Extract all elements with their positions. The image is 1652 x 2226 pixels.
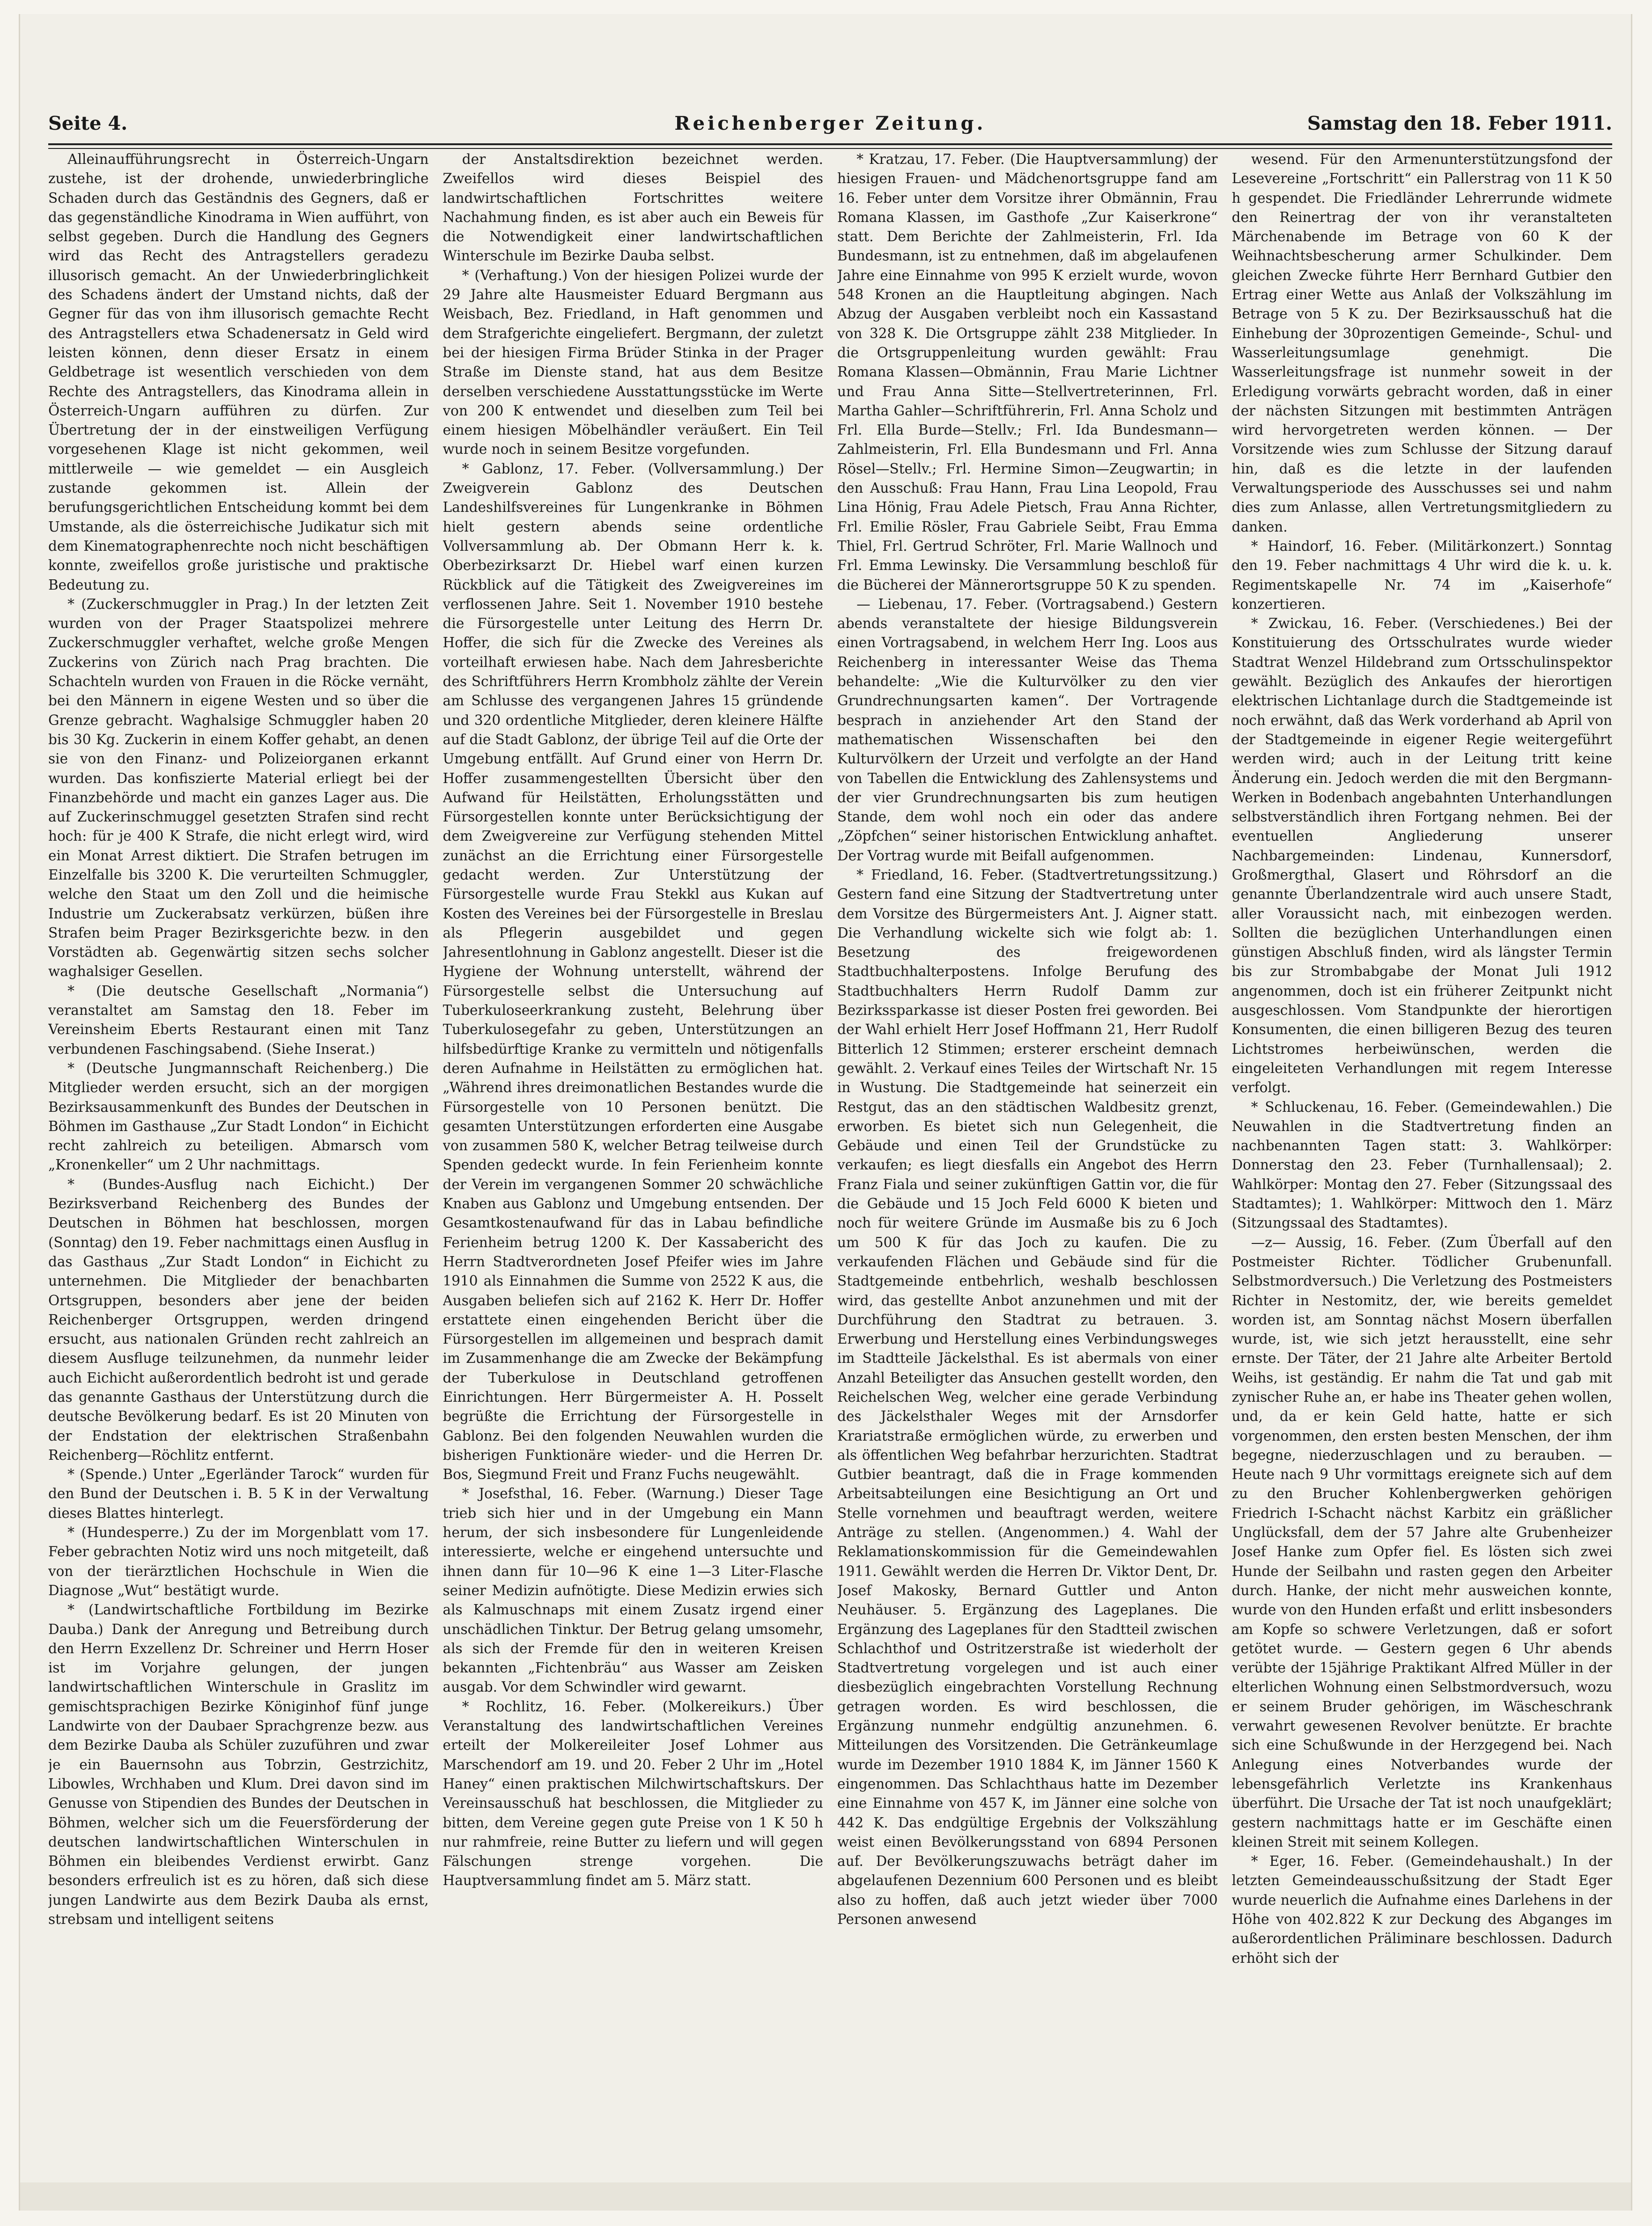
article-paragraph: * (Hundesperre.) Zu der im Morgenblatt vom 17. Feber gebrachten Notiz wird uns noch mitgeteilt, daß von der tierärztlichen Hochschule in Wien die Diagnose „Wut“ bestätigt wurde.: [48, 1524, 429, 1598]
article-paragraph: * (Verhaftung.) Von der hiesigen Polizei wurde der 29 Jahre alte Hausmeister Eduard Bergmann aus Weisbach, Bez. Friedland, in Haft genommen und dem Strafgerichte eingeliefert. Bergmann, der zuletzt bei der hiesigen Firma Brüder Stinka in der Prager Straße im Dienste stand, hat aus dem Besitze derselben verschiedene Ausstattungsstücke im Werte von 200 K entwendet und dieselben zum Teil bei einem hiesigen Möbelhändler veräußert. Ein Teil wurde noch in seinem Besitze vorgefunden.: [442, 267, 823, 458]
article-paragraph: * (Zuckerschmuggler in Prag.) In der letzten Zeit wurden von der Prager Staatspolizei mehrere Zuckerschmuggler verhaftet, welche große Mengen Zuckerins von Zürich nach Prag brachten. Die Schachteln wurden von Frauen in die Röcke vernäht, bei den Männern in eigene Westen und so über die Grenze gebracht. Waghalsige Schmuggler haben 20 bis 30 Kg. Zuckerin in einem Koffer gehabt, an denen sie von den Finanz- und Polizeiorganen erkannt wurden. Das konfiszierte Material erliegt bei der Finanzbehörde und macht ein ganzes Lager aus. Die auf Zuckerinschmuggel gesetzten Strafen sind recht hoch: für je 400 K Strafe, die nicht erlegt wird, wird ein Monat Arrest diktiert. Die Strafen betrugen im Einzelfalle bis 3200 K. Die verurteilten Schmuggler, welche den Staat um den Zoll und die heimische Industrie um Zuckerabsatz verkürzen, büßen ihre Strafen beim Prager Bezirksgerichte bezw. in den Vorstädten ab. Gegenwärtig sitzen sechs solcher waghalsiger Gesellen.: [48, 596, 429, 980]
issue-date: Samstag den 18. Feber 1911.: [1307, 112, 1612, 134]
article-paragraph: * Zwickau, 16. Feber. (Verschiedenes.) Bei der Konstituierung des Ortsschulrates wurde wieder Stadtrat Wenzel Hildebrand zum Ortsschulinspektor gewählt. Bezüglich des Ankaufes der hierortigen elektrischen Lichtanlage durch die Stadtgemeinde ist noch erwähnt, daß das Werk vorderhand ab April von der Stadtgemeinde in eigener Regie weitergeführt werden wird; auch in der Leitung tritt keine Änderung ein. Jedoch werden die mit den Bergmann-Werken in Bodenbach angebahnten Unterhandlungen selbstverständlich ihren Fortgang nehmen. Bei der eventuellen Angliederung unserer Nachbargemeinden: Lindenau, Kunnersdorf, Großmergthal, Glasert und Röhrsdorf an die genannte Überlandzentrale wird auch unsere Stadt, aller Voraussicht nach, mit einbezogen werden. Sollten die bezüglichen Unterhandlungen einen günstigen Abschluß finden, wird als längster Termin bis zur Strombabgabe der Monat Juli 1912 angenommen, doch ist ein früherer Zeitpunkt nicht ausgeschlossen. Vom Standpunkte der hierortigen Konsumenten, die einen billigeren Bezug des teuren Lichtstromes herbeiwünschen, werden die eingeleiteten Verhandlungen mit regem Interesse verfolgt.: [1232, 615, 1612, 1096]
masthead: [48, 108, 1612, 145]
column-4: [1232, 150, 1613, 2168]
article-columns: [48, 150, 1612, 2168]
article-paragraph: * (Deutsche Jungmannschaft Reichenberg.) Die Mitglieder werden ersucht, sich an der morgigen Bezirksausammenkunft des Bundes der Deutschen in Böhmen im Gasthause „Zur Stadt London“ in Eichicht recht zahlreich zu beteiligen. Abmarsch vom „Kronenkeller“ um 2 Uhr nachmittags.: [48, 1060, 429, 1173]
page-bottom-margin: [20, 2182, 1631, 2211]
article-paragraph: * (Bundes-Ausflug nach Eichicht.) Der Bezirksverband Reichenberg des Bundes der Deutschen in Böhmen hat beschlossen, morgen (Sonntag) den 19. Feber nachmittags einen Ausflug in das Gasthaus „Zur Stadt London“ in Eichicht zu unternehmen. Die Mitglieder der benachbarten Ortsgruppen, besonders aber jene der beiden Reichenberger Ortsgruppen, werden dringend ersucht, aus nationalen Gründen recht zahlreich an diesem Ausfluge teilzunehmen, da nunmehr leider auch Eichicht außerordentlich bedroht ist und gerade das genannte Gasthaus der Unterstützung durch die deutsche Bevölkerung bedarf. Es ist 20 Minuten von der Endstation der elektrischen Straßenbahn Reichenberg—Röchlitz entfernt.: [48, 1176, 429, 1463]
page-number: Seite 4.: [48, 112, 128, 134]
article-paragraph: * Friedland, 16. Feber. (Stadtvertretungssitzung.) Gestern fand eine Sitzung der Stadtvertretung unter dem Vorsitze des Bürgermeisters Ant. J. Aigner statt. Die Verhandlung wickelte sich wie folgt ab: 1. Besetzung des freigewordenen Stadtbuchhalterpostens. Infolge Berufung des Stadtbuchhalters Herrn Rudolf Damm zur Bezirkssparkasse ist dieser Posten frei geworden. Bei der Wahl erhielt Herr Josef Hoffmann 21, Herr Rudolf Bitterlich 12 Stimmen; ersterer erscheint demnach gewählt. 2. Verkauf eines Teiles der Wirtschaft Nr. 15 in Wustung. Die Stadtgemeinde hat seinerzeit ein Restgut, das an den städtischen Waldbesitz grenzt, erworben. Es bietet sich nun Gelegenheit, die Gebäude und einen Teil der Grundstücke zu verkaufen; es liegt diesfalls ein Angebot des Herrn Franz Fiala und seiner zukünftigen Gattin vor, die für die Gebäude und 15 Joch Feld 6000 K bieten und noch für weitere Gründe im Ausmaße bis zu 6 Joch um 500 K für das Joch zu kaufen. Die zu verkaufenden Flächen und Gebäude sind für die Stadtgemeinde entbehrlich, weshalb beschlossen wird, das gestellte Anbot anzunehmen und mit der Durchführung den Stadtrat zu betrauen. 3. Erwerbung und Herstellung eines Verbindungsweges im Stadtteile Jäckelsthal. Es ist abermals von einer Anzahl Beteiligter das Ansuchen gestellt worden, den Reichelschen Weg, welcher eine gerade Verbindung des Jäckelsthaler Weges mit der Arnsdorfer Krariatstraße ermöglichen würde, zu erwerben und als öffentlichen Weg befahrbar herzurichten. Stadtrat Gutbier beantragt, daß die in Frage kommenden Arbeitsabteilungen eine Besichtigung an Ort und Stelle vornehmen und beauftragt werden, weitere Anträge zu stellen. (Angenommen.) 4. Wahl der Reklamationskommission für die Gemeindewahlen 1911. Gewählt werden die Herren Dr. Viktor Dent, Dr. Josef Makosky, Bernard Guttler und Anton Neuhäuser. 5. Ergänzung des Lageplanes. Die Ergänzung des Lageplanes für den Stadtteil zwischen Schlachthof und Ostritzerstraße ist wiederholt der Stadtvertretung vorgelegen und ist auch einer diesbezüglich eingebrachten Vorstellung Rechnung getragen worden. Es wird beschlossen, die Ergänzung nunmehr endgültig anzunehmen. 6. Mitteilungen des Vorsitzenden. Die Getränkeumlage wurde im Dezember 1910 1884 K, im Jänner 1560 K eingenommen. Das Schlachthaus hatte im Dezember eine Einnahme von 457 K, im Jänner eine solche von 442 K. Das endgültige Ergebnis der Volkszählung weist einen Bevölkerungsstand von 6894 Personen auf. Der Bevölkerungszuwachs beträgt daher im abgelaufenen Dezennium 600 Personen und es bleibt also zu hoffen, daß auch jetzt wieder über 7000 Personen anwesend: [837, 866, 1218, 1928]
article-paragraph: * Rochlitz, 16. Feber. (Molkereikurs.) Über Veranstaltung des landwirtschaftlichen Vereines erteilt der Molkereileiter Josef Lohmer aus Marschendorf am 19. und 20. Feber 2 Uhr im „Hotel Haney“ einen praktischen Milchwirtschaftskurs. Der Vereinsausschuß hat beschlossen, die Mitglieder zu bitten, dem Vereine gegen gute Preise von 1 K 50 h nur rahmfreie, reine Butter zu liefern und will gegen Fälschungen strenge vorgehen. Die Hauptversammlung findet am 5. März statt.: [442, 1698, 823, 1889]
column-3: [837, 150, 1218, 2168]
masthead-rule: [48, 143, 1612, 149]
article-paragraph: * Josefsthal, 16. Feber. (Warnung.) Dieser Tage trieb sich hier und in der Umgebung ein Mann herum, der sich insbesondere für Lungenleidende interessierte, welche er eingehend untersuchte und ihnen dann für 10—96 K eine 1—3 Liter-Flasche seiner Medizin aufnötigte. Diese Medizin erwies sich als Kalmuschnaps mit einem Zusatz irgend einer unschädlichen Tinktur. Der Betrug gelang umsomehr, als sich der Fremde für den in weiteren Kreisen bekannten „Fichtenbräu“ aus Wasser am Zeisken ausgab. Vor dem Schwindler wird gewarnt.: [442, 1486, 823, 1695]
article-paragraph: * Eger, 16. Feber. (Gemeindehaushalt.) In der letzten Gemeindeausschußsitzung der Stadt Eger wurde neuerlich die Aufnahme eines Darlehens in der Höhe von 402.822 K zur Deckung des Abganges im außerordentlichen Präliminare beschlossen. Dadurch erhöht sich der: [1232, 1853, 1612, 1966]
article-paragraph: * Kratzau, 17. Feber. (Die Hauptversammlung) der hiesigen Frauen- und Mädchenortsgruppe fand am 16. Feber unter dem Vorsitze ihrer Obmännin, Frau Romana Klassen, im Gasthofe „Zur Kaiserkrone“ statt. Dem Berichte der Zahlmeisterin, Frl. Ida Bundesmann, ist zu entnehmen, daß im abgelaufenen Jahre eine Einnahme von 995 K erzielt wurde, wovon 548 Kronen an die Hauptleitung abgingen. Nach Abzug der Ausgaben verbleibt noch ein Kassastand von 328 K. Die Ortsgruppe zählt 238 Mitglieder. In die Ortsgruppenleitung wurden gewählt: Frau Romana Klassen—Obmännin, Frau Marie Lichtner und Frau Anna Sitte—Stellvertreterinnen, Frl. Martha Gahler—Schriftführerin, Frl. Anna Scholz und Frl. Ella Burde—Stellv.; Frl. Ida Bundesmann—Zahlmeisterin, Frl. Ella Bundesmann und Frl. Anna Rösel—Stellv.; Frl. Hermine Simon—Zeugwartin; in den Ausschuß: Frau Hann, Frau Lina Leopold, Frau Lina Hönig, Frau Adele Pietsch, Frau Anna Richter, Frl. Emilie Rösler, Frau Gabriele Seibt, Frau Emma Thiel, Frl. Gertrud Schröter, Frl. Marie Wallnoch und Frl. Emma Lewinsky. Die Versammlung beschloß für die Bücherei der Männerortsgruppe 50 K zu spenden.: [837, 151, 1218, 593]
article-paragraph: * Gablonz, 17. Feber. (Vollversammlung.) Der Zweigverein Gablonz des Deutschen Landeshilfsvereines für Lungenkranke in Böhmen hielt gestern abends seine ordentliche Vollversammlung ab. Der Obmann Herr k. k. Oberbezirksarzt Dr. Hiebel warf einen kurzen Rückblick auf die Tätigkeit des Zweigvereines im verflossenen Jahre. Seit 1. November 1910 bestehe die Fürsorgestelle unter Leitung des Herrn Dr. Hoffer, die sich für die Zwecke des Vereines als vorteilhaft erwiesen habe. Nach dem Jahresberichte des Schriftführers Herrn Krombholz zählte der Verein am Schlusse des vergangenen Jahres 15 gründende und 320 ordentliche Mitglieder, deren kleinere Hälfte auf die Stadt Gablonz, der übrige Teil auf die Orte der Umgebung entfällt. Auf Grund einer von Herrn Dr. Hoffer zusammengestellten Übersicht über den Aufwand für Heilstätten, Erholungsstätten und Fürsorgestellen konnte unter Berücksichtigung der dem Zweigvereine zur Verfügung stehenden Mittel zunächst an die Errichtung einer Fürsorgestelle gedacht werden. Zur Unterstützung der Fürsorgestelle wurde Frau Stekkl aus Kukan auf Kosten des Vereines bei der Fürsorgestelle in Breslau als Pflegerin ausgebildet und gegen Jahresentlohnung in Gablonz angestellt. Dieser ist die Hygiene der Wohnung unterstellt, während der Fürsorgestelle selbst die Untersuchung auf Tuberkuloseerkrankung zusteht, Belehrung über Tuberkulosegefahr zu geben, Unterstützungen an hilfsbedürftige Kranke zu vermitteln und nötigenfalls deren Aufnahme in Heilstätten zu ermöglichen hat. „Während ihres dreimonatlichen Bestandes wurde die Fürsorgestelle von 10 Personen benützt. Die gesamten Unterstützungen erforderten eine Ausgabe von zusammen 580 K, welcher Betrag teilweise durch Spenden gedeckt wurde. In fein Ferienheim konnte der Verein im vergangenen Sommer 20 schwächliche Knaben aus Gablonz und Umgebung entsenden. Der Gesamtkostenaufwand für das in Labau befindliche Ferienheim betrug 1200 K. Der Kassabericht des Herrn Stadtverordneten Josef Pfeifer wies im Jahre 1910 als Einnahmen die Summe von 2522 K aus, die Ausgaben beliefen sich auf 2162 K. Herr Dr. Hoffer erstattete einen eingehenden Bericht über die Fürsorgestellen im allgemeinen und besprach damit im Zusammenhange die am Zwecke der Bekämpfung der Tuberkulose in Deutschland getroffenen Einrichtungen. Herr Bürgermeister A. H. Posselt begrüßte die Errichtung der Fürsorgestelle in Gablonz. Bei den folgenden Neuwahlen wurden die bisherigen Funktionäre wieder- und die Herren Dr. Bos, Siegmund Freit und Franz Fuchs neugewählt.: [442, 460, 823, 1483]
article-paragraph: der Anstaltsdirektion bezeichnet werden. Zweifellos wird dieses Beispiel des landwirtschaftlichen Fortschrittes weitere Nachahmung finden, es ist aber auch ein Beweis für die Notwendigkeit einer landwirtschaftlichen Winterschule im Bezirke Dauba selbst.: [442, 151, 823, 264]
column-1: [48, 150, 429, 2168]
article-paragraph: * (Spende.) Unter „Egerländer Tarock“ wurden für den Bund der Deutschen i. B. 5 K in der Verwaltung dieses Blattes hinterlegt.: [48, 1466, 429, 1521]
article-paragraph: wesend. Für den Armenunterstützungsfond der Lesevereine „Fortschritt“ ein Pallerstrag von 11 K 50 h gespendet. Die Friedländer Lehrerrunde widmete den Reinertrag der von ihr veranstalteten Märchenabende im Betrage von 60 K der Weihnachtsbescherung armer Schulkinder. Dem gleichen Zwecke führte Herr Bernhard Gutbier den Ertrag einer Wette aus Anlaß der Volkszählung im Betrage von 5 K zu. Der Bezirksausschuß hat die Einhebung der 30prozentigen Gemeinde-, Schul- und Wasserleitungsumlage genehmigt. Die Wasserleitungsfrage ist nunmehr soweit in der Erledigung vorwärts gebracht worden, daß in einer der nächsten Sitzungen mit bestimmten Anträgen wird hervorgetreten werden können. — Der Vorsitzende wies zum Schlusse der Sitzung darauf hin, daß es die letzte in der laufenden Verwaltungsperiode des Ausschusses sei und nahm dies zum Anlasse, allen Vertretungsmitgliedern zu danken.: [1232, 151, 1612, 535]
article-paragraph: * (Landwirtschaftliche Fortbildung im Bezirke Dauba.) Dank der Anregung und Betreibung durch den Herrn Exzellenz Dr. Schreiner und Herrn Hoser ist im Vorjahre gelungen, der jungen landwirtschaftlichen Winterschule in Graslitz im gemischtsprachigen Bezirke Königinhof fünf junge Landwirte von der Daubaer Sprachgrenze bezw. aus dem Bezirke Dauba als Schüler zuzuführen und zwar je ein Bauernsohn aus Tobrzin, Gestrzichitz, Libowles, Wrchhaben und Klum. Drei davon sind im Genusse von Stipendien des Bundes der Deutschen in Böhmen, welcher sich um die Feuersförderung der deutschen landwirtschaftlichen Winterschulen in Böhmen ein bleibendes Verdienst erwirbt. Ganz besonders erfreulich ist es zu hören, daß sich diese jungen Landwirte aus dem Bezirk Dauba als ernst, strebsam und intelligent seitens: [48, 1602, 429, 1928]
newspaper-title: Reichenberger Zeitung.: [674, 112, 986, 134]
newspaper-page: [19, 14, 1632, 2211]
article-paragraph: * (Die deutsche Gesellschaft „Normania“) veranstaltet am Samstag den 18. Feber im Vereinsheim Eberts Restaurant einen mit Tanz verbundenen Faschingsabend. (Siehe Inserat.): [48, 983, 429, 1057]
article-paragraph: —z— Aussig, 16. Feber. (Zum Überfall auf den Postmeister Richter. Tödlicher Grubenunfall. Selbstmordversuch.) Die Verletzung des Postmeisters Richter in Nestomitz, der, wie bereits gemeldet worden ist, am Sonntag nächst Mosern überfallen wurde, ist, wie sich jetzt herausstellt, eine sehr ernste. Der Täter, der 21 Jahre alte Arbeiter Bertold Weihs, ist geständig. Er nahm die Tat und gab mit zynischer Ruhe an, er habe ins Theater gehen wollen, und, da er kein Geld hatte, hatte er sich vorgenommen, den ersten besten Menschen, der ihm begegne, niederzuschlagen und zu berauben. — Heute nach 9 Uhr vormittags ereignete sich auf dem zu den Brucher Kohlenbergwerken gehörigen Friedrich I-Schacht nächst Karbitz ein gräßlicher Unglücksfall, dem der 57 Jahre alte Grubenheizer Josef Hanke zum Opfer fiel. Es lösten sich zwei Hunde der Seilbahn und rasten gegen den Arbeiter durch. Hanke, der nicht mehr ausweichen konnte, wurde von den Hunden erfaßt und erlitt insbesonders am Kopfe so schwere Verletzungen, daß er sofort getötet wurde. — Gestern gegen 6 Uhr abends verübte der 15jährige Praktikant Alfred Müller in der elterlichen Wohnung einen Selbstmordversuch, wozu er seinem Bruder gehörigen, im Wäscheschrank verwahrt gewesenen Revolver benützte. Er brachte sich eine Schußwunde in der Herzgegend bei. Nach Anlegung eines Notverbandes wurde der lebensgefährlich Verletzte ins Krankenhaus überführt. Die Ursache der Tat ist noch unaufgeklärt; gestern nachmittags hatte er im Geschäfte einen kleinen Streit mit seinem Kollegen.: [1232, 1234, 1612, 1850]
article-paragraph: * Haindorf, 16. Feber. (Militärkonzert.) Sonntag den 19. Feber nachmittags 4 Uhr wird die k. u. k. Regimentskapelle Nr. 74 im „Kaiserhofe“ konzertieren.: [1232, 538, 1612, 612]
article-paragraph: — Liebenau, 17. Feber. (Vortragsabend.) Gestern abends veranstaltete der hiesige Bildungsverein einen Vortragsabend, in welchem Herr Ing. Loos aus Reichenberg in interessanter Weise das Thema behandelte: „Wie die Kulturvölker zu den vier Grundrechnungsarten kamen“. Der Vortragende besprach in anziehender Art den Stand der mathematischen Wissenschaften bei den Kulturvölkern der Urzeit und verfolgte an der Hand von Tabellen die Entwicklung des Zahlensystems und der vier Grundrechnungsarten bis zum heutigen Stande, dem wohl noch ein oder das andere „Zöpfchen“ seiner historischen Entwicklung anhaftet. Der Vortrag wurde mit Beifall aufgenommen.: [837, 596, 1218, 864]
article-paragraph: * Schluckenau, 16. Feber. (Gemeindewahlen.) Die Neuwahlen in die Stadtvertretung finden an nachbenannten Tagen statt: 3. Wahlkörper: Donnerstag den 23. Feber (Turnhallensaal); 2. Wahlkörper: Montag den 27. Feber (Sitzungssaal des Stadtamtes); 1. Wahlkörper: Mittwoch den 1. März (Sitzungssaal des Stadtamtes).: [1232, 1099, 1612, 1231]
column-2: [443, 150, 824, 2168]
article-paragraph: Alleinaufführungsrecht in Österreich-Ungarn zustehe, ist der drohende, unwiederbringliche Schaden durch das Geständnis des Gegners, daß er das gegenständliche Kinodrama in Wien aufführt, von selbst gegeben. Durch die Handlung des Gegners wird das Recht des Antragstellers geradezu illusorisch gemacht. An der Unwiederbringlichkeit des Schadens ändert der Umstand nichts, daß der Gegner für das von ihm illusorisch gemachte Recht des Antragstellers etwa Schadenersatz in Geld wird leisten können, denn dieser Ersatz in einem Geldbetrage ist wesentlich verschieden von dem Rechte des Antragstellers, das Kinodrama allein in Österreich-Ungarn aufführen zu dürfen. Zur Übertretung der in der einstweiligen Verfügung vorgesehenen Klage ist nicht gekommen, weil mittlerweile — wie gemeldet — ein Ausgleich zustande gekommen ist. Allein der berufungsgerichtlichen Entscheidung kommt bei dem Umstande, als die österreichische Judikatur sich mit dem Kinematographenrechte noch nicht beschäftigen konnte, zweifellos große juristische und praktische Bedeutung zu.: [48, 151, 429, 593]
